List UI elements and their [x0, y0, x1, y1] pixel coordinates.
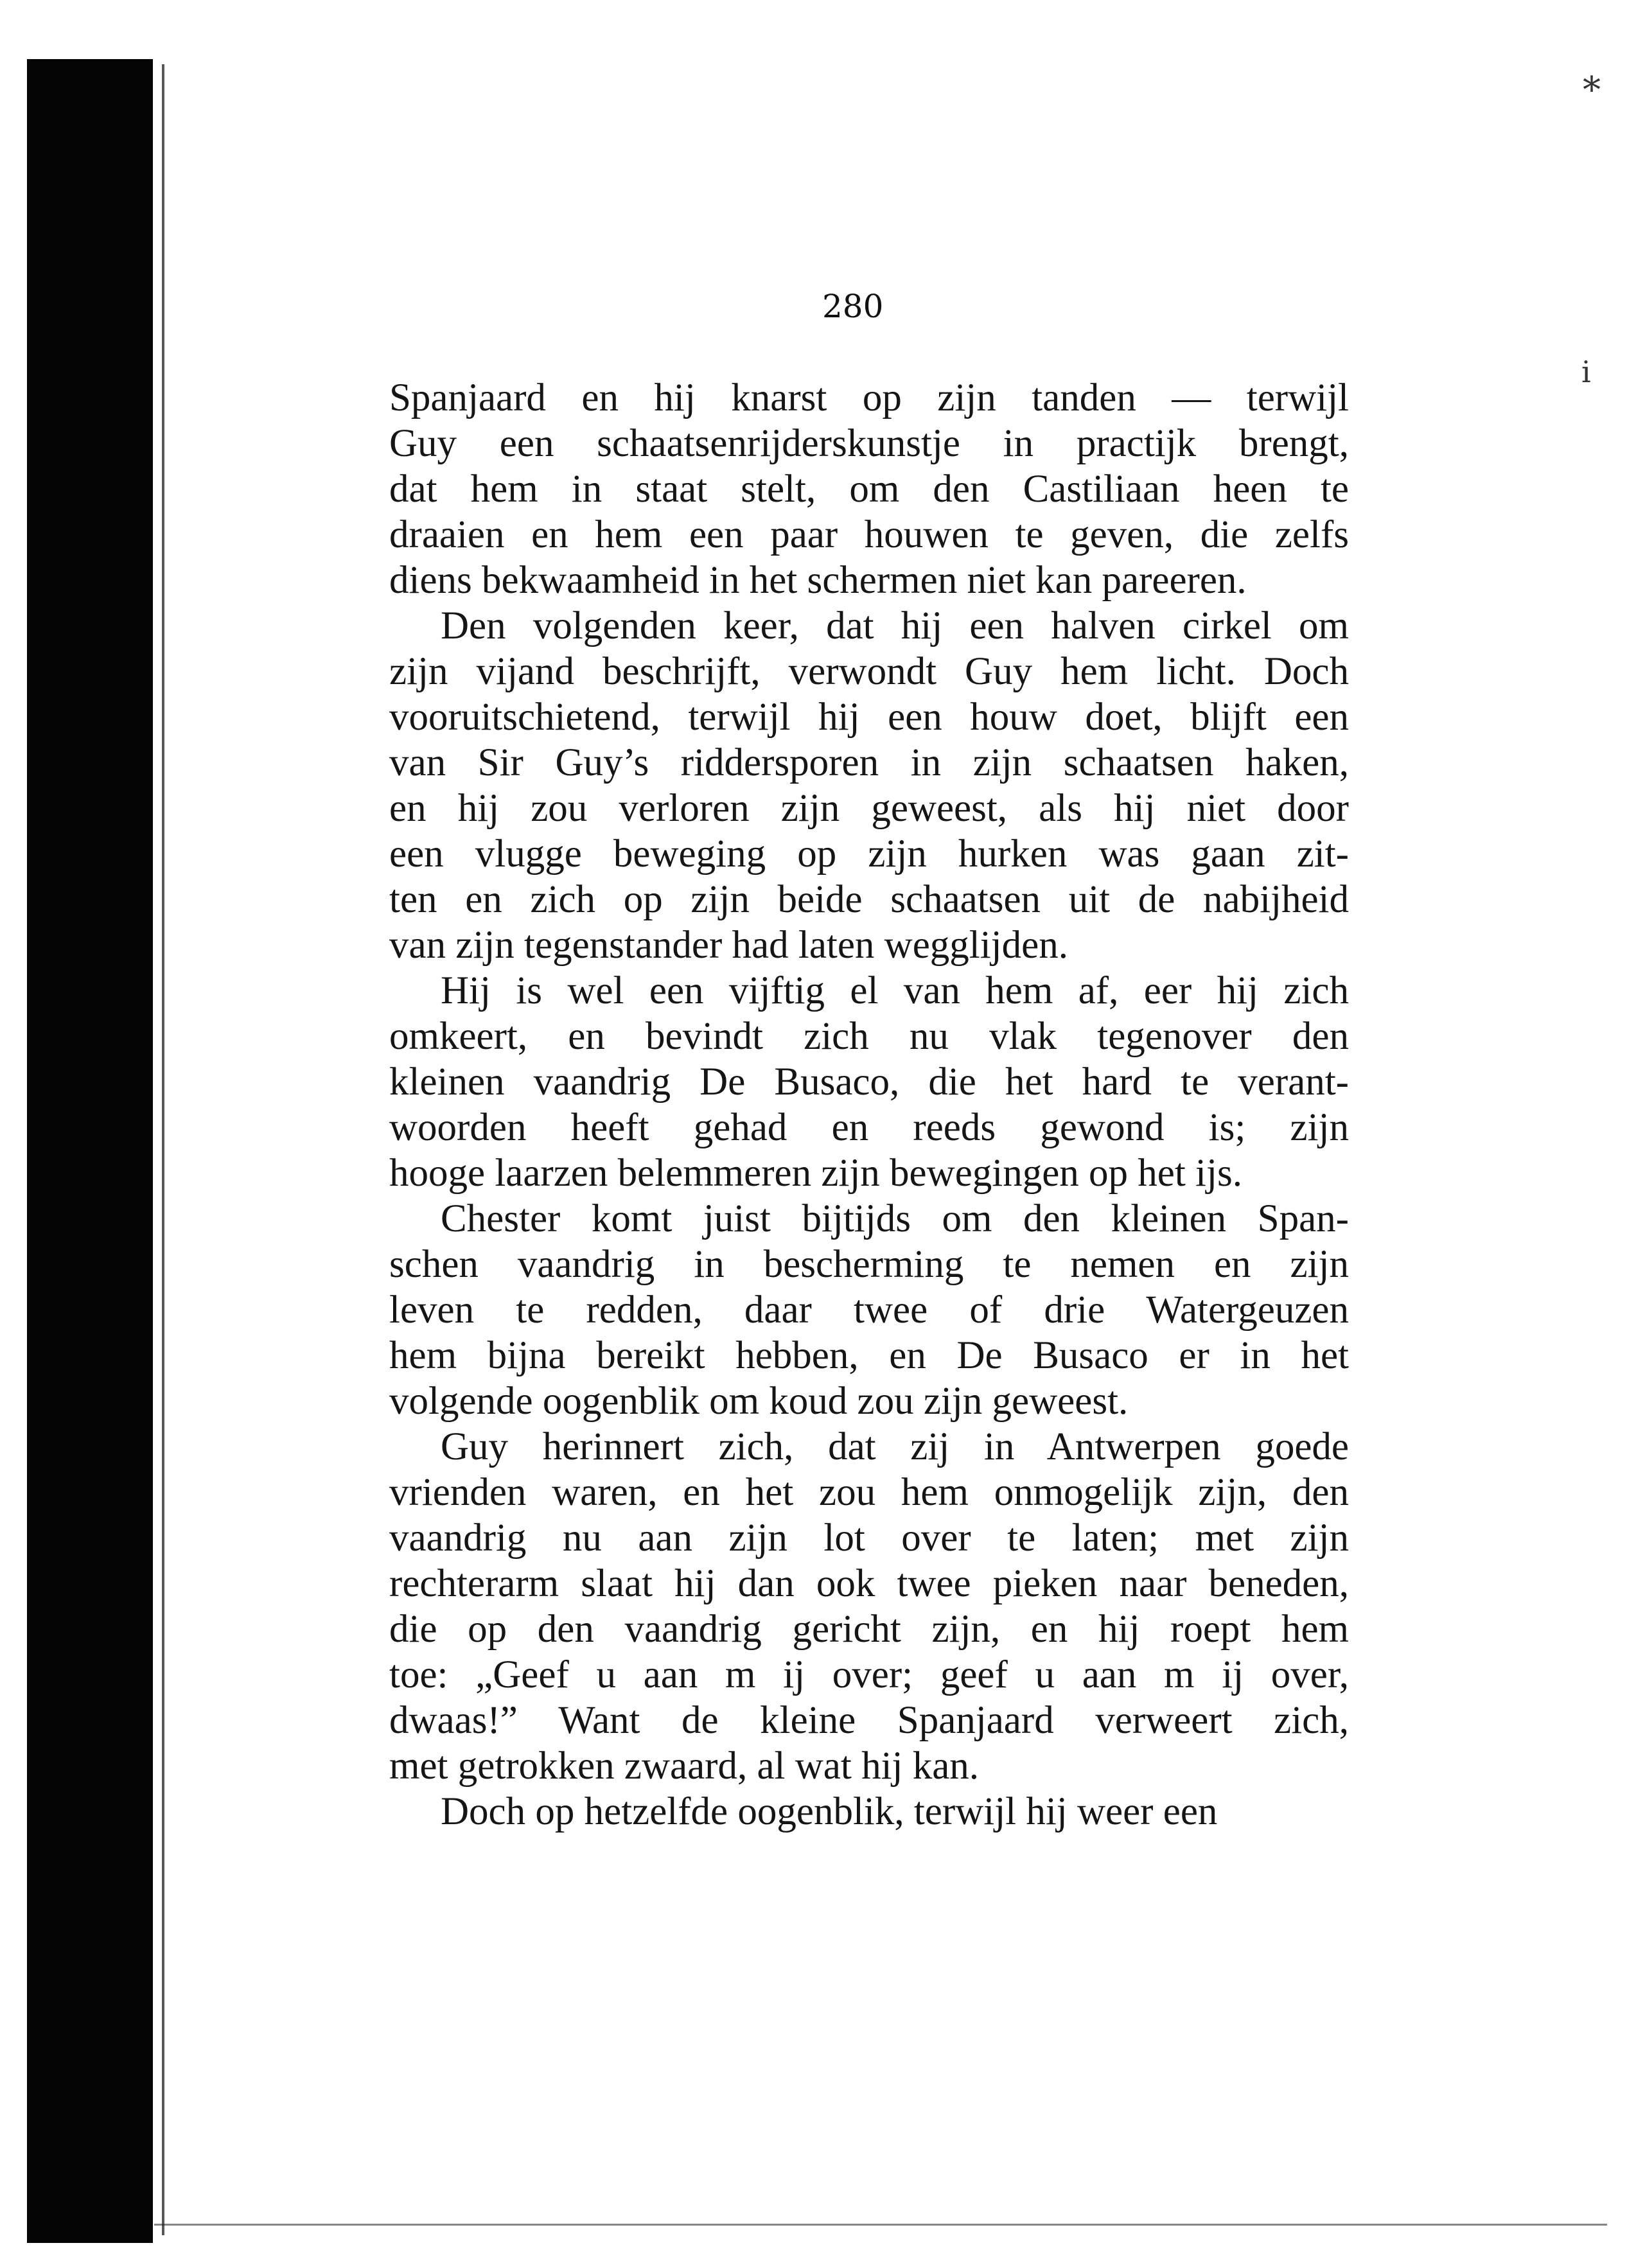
text-line: vrienden waren, en het zou hem onmogelijk zijn, den	[389, 1471, 1349, 1514]
binding-shadow	[27, 59, 153, 2243]
paragraph	[389, 603, 1349, 968]
text-line: hem bijna bereikt hebben, en De Busaco er in het	[389, 1334, 1349, 1377]
text-line: kleinen vaandrig De Busaco, die het hard te verant-	[389, 1060, 1349, 1103]
text-line: Guy herinnert zich, dat zij in Antwerpen goede	[441, 1425, 1349, 1468]
binding-edge-line	[162, 64, 164, 2235]
text-line: die op den vaandrig gericht zijn, en hij roept hem	[389, 1608, 1349, 1651]
page-bottom-edge	[154, 2224, 1607, 2226]
body-text	[389, 375, 1349, 1834]
text-line: van zijn tegenstander had laten wegglijden.	[389, 924, 1068, 967]
scan-mark-top: *	[1583, 69, 1601, 111]
paragraph	[389, 1424, 1349, 1789]
text-line: en hij zou verloren zijn geweest, als hij niet door	[389, 787, 1349, 830]
text-line: hooge laarzen belemmeren zijn bewegingen op het ijs.	[389, 1152, 1242, 1195]
text-line: volgende oogenblik om koud zou zijn geweest.	[389, 1380, 1129, 1423]
text-line: diens bekwaamheid in het schermen niet kan pareeren.	[389, 559, 1247, 602]
text-line: vooruitschietend, terwijl hij een houw doet, blijft een	[389, 696, 1349, 739]
paragraph	[389, 968, 1349, 1196]
paragraph	[389, 375, 1349, 603]
paragraph	[389, 1196, 1349, 1424]
text-line: omkeert, en bevindt zich nu vlak tegenover den	[389, 1015, 1349, 1058]
text-line: Spanjaard en hij knarst op zijn tanden — terwijl	[389, 376, 1349, 419]
text-line: rechterarm slaat hij dan ook twee pieken naar beneden,	[389, 1562, 1349, 1605]
paragraph	[389, 1789, 1349, 1834]
text-line: Doch op hetzelfde oogenblik, terwijl hij weer een	[441, 1790, 1218, 1833]
text-line: een vlugge beweging op zijn hurken was gaan zit-	[389, 832, 1349, 875]
text-line: Chester komt juist bijtijds om den kleinen Span-	[441, 1197, 1349, 1240]
text-line: dat hem in staat stelt, om den Castiliaan heen te	[389, 468, 1349, 511]
text-line: vaandrig nu aan zijn lot over te laten; met zijn	[389, 1516, 1349, 1560]
text-line: leven te redden, daar twee of drie Watergeuzen	[389, 1288, 1349, 1332]
scan-mark-middle: i	[1581, 355, 1591, 389]
text-line: met getrokken zwaard, al wat hij kan.	[389, 1745, 980, 1788]
text-line: schen vaandrig in bescherming te nemen en zijn	[389, 1243, 1349, 1286]
text-line: draaien en hem een paar houwen te geven, die zelfs	[389, 513, 1349, 556]
text-line: dwaas!” Want de kleine Spanjaard verweert zich,	[389, 1699, 1349, 1742]
text-line: toe: „Geef u aan m ij over; geef u aan m ij over,	[389, 1653, 1349, 1696]
text-line: Guy een schaatsenrijderskunstje in practijk brengt,	[389, 422, 1349, 465]
text-line: van Sir Guy’s riddersporen in zijn schaatsen haken,	[389, 741, 1349, 784]
text-line: ten en zich op zijn beide schaatsen uit de nabijheid	[389, 878, 1349, 921]
page-number: 280	[822, 288, 884, 325]
text-line: Den volgenden keer, dat hij een halven cirkel om	[441, 604, 1349, 647]
text-line: zijn vijand beschrijft, verwondt Guy hem licht. Doch	[389, 650, 1349, 693]
text-line: woorden heeft gehad en reeds gewond is; zijn	[389, 1106, 1349, 1149]
text-line: Hij is wel een vijftig el van hem af, eer hij zich	[441, 969, 1349, 1012]
